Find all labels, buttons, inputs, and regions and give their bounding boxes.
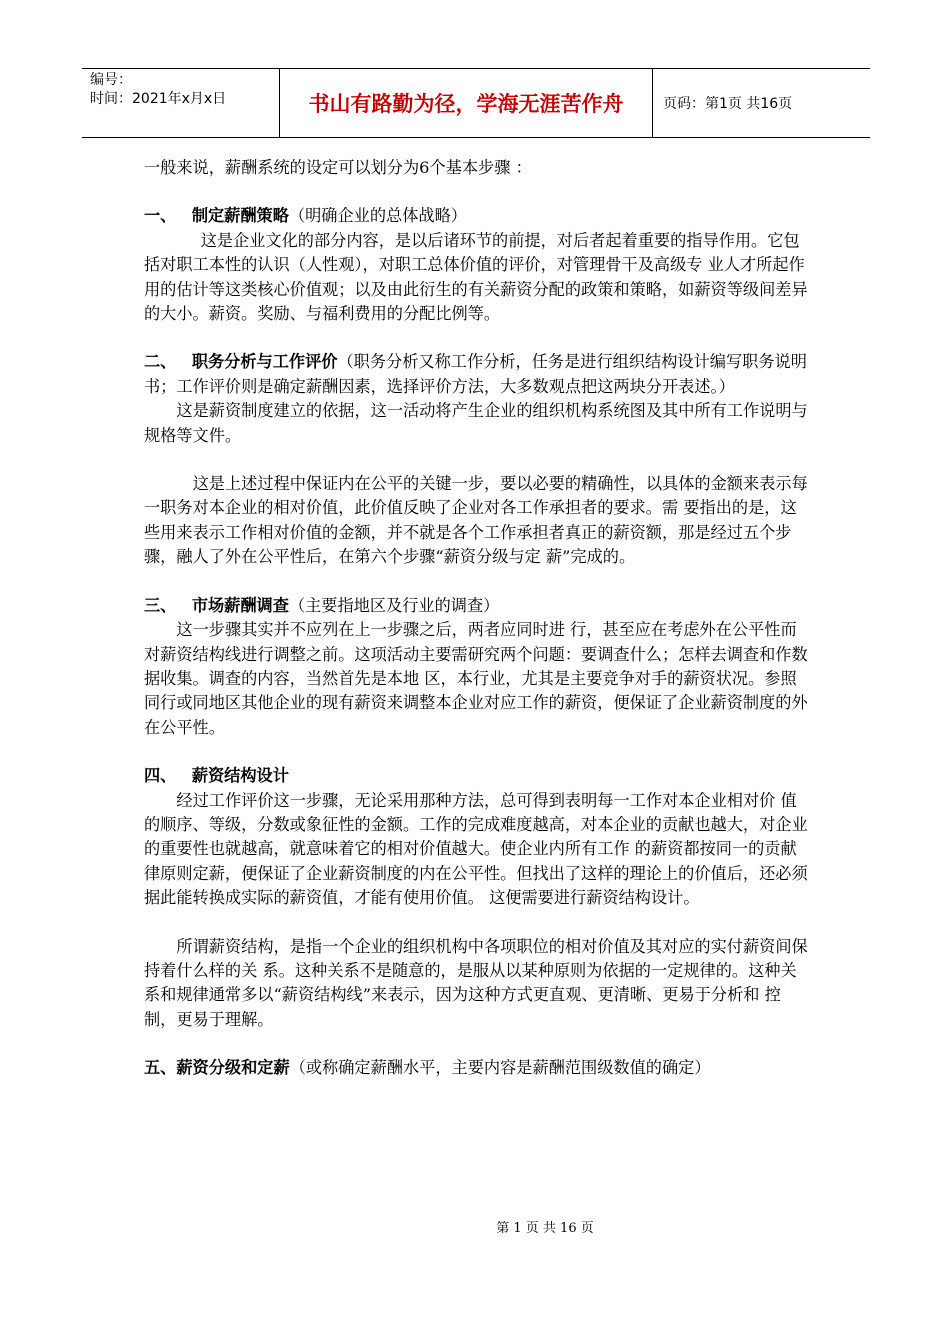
section-1-number: 一、	[144, 206, 177, 226]
section-3-note: （主要指地区及行业的调查）	[288, 595, 500, 615]
section-1-note: （明确企业的总体战略）	[288, 206, 467, 226]
section-2-number: 二、	[144, 352, 177, 372]
section-2-paragraph-2: 这是上述过程中保证内在公平的关键一步，要以必要的精确性，以具体的金额来表示每一职务对本企业的相对价值，此价值反映了企业对各工作承担者的要求。需 要指出的是，这些用来表示工作相对价值的金额，并不就是各个工作承担者真正的薪资额，那是经过五个步骤，融人了外在公平性后，在第六个步骤“薪资分级与定 薪”完成的。	[144, 474, 808, 567]
header-motto: 书山有路勤为径，学海无涯苦作舟	[280, 69, 653, 137]
section-4-paragraph-2: 所谓薪资结构，是指一个企业的组织机构中各项职位的相对价值及其对应的实付薪资间保持着什么样的关 系。这种关系不是随意的，是服从以某种原则为依据的一定规律的。这种关系和规律通常多以“薪资结构线”来表示，因为这种方式更直观、更清晰、更易于分析和 控制，更易于理解。	[144, 936, 808, 1029]
section-2-paragraph-1: 这是薪资制度建立的依据，这一活动将产生企业的组织机构系统图及其中所有工作说明与规格等文件。	[144, 401, 808, 445]
section-3-number: 三、	[144, 595, 177, 615]
section-3-title: 市场薪酬调查	[191, 595, 289, 615]
section-2-title: 职务分析与工作评价	[191, 352, 338, 372]
header-meta	[82, 69, 280, 137]
section-2-note: （职务分析又称工作分析，任务是进行组织结构设计编写职务说明书；工作评价则是确定薪酬因素，选择评价方法，大多数观点把这两块分开表述。）	[144, 352, 807, 396]
document-number: 编号：	[90, 72, 132, 88]
section-3-heading	[144, 594, 810, 618]
document-body	[144, 156, 810, 1081]
footer-page-number: 第 1 页 共 16 页	[496, 1221, 594, 1236]
section-4-paragraph-1: 经过工作评价这一步骤，无论采用那种方法，总可得到表明每一工作对本企业相对价 值的顺序、等级，分数或象征性的金额。工作的完成难度越高，对本企业的贡献也越大，对企业的重要性也就越高，就意味着它的相对价值越大。使企业内所有工作 的薪资都按同一的贡献律原则定薪，便保证了企业薪资制度的内在公平性。但找出了这样的理论上的价值后，还必须据此能转换成实际的薪资值，才能有使用价值。 这便需要进行薪资结构设计。	[144, 790, 808, 908]
intro-paragraph: 一般来说，薪酬系统的设定可以划分为6个基本步骤 ：	[144, 158, 532, 177]
document-time: 时间：2021年x月x日	[90, 91, 227, 107]
section-1-heading	[144, 204, 810, 228]
header-page-info: 页码：第1页 共16页	[663, 96, 793, 112]
page-header	[82, 68, 870, 138]
section-1-title: 制定薪酬策略	[191, 206, 289, 226]
section-4-title: 薪资结构设计	[191, 766, 289, 786]
section-4-number: 四、	[144, 766, 177, 786]
section-5-note: （或称确定薪酬水平，主要内容是薪酬范围级数值的确定）	[289, 1058, 711, 1078]
section-3-paragraph: 这一步骤其实并不应列在上一步骤之后，两者应同时进 行，甚至应在考虑外在公平性而对薪资结构线进行调整之前。这项活动主要需研究两个问题：要调查什么；怎样去调查和作数据收集。调查的内容，当然首先是本地 区，本行业，尤其是主要竞争对手的薪资状况。参照同行或同地区其他企业的现有薪资来调整本企业对应工作的薪资，便保证了企业薪资制度的外在公平性。	[144, 620, 808, 737]
page-footer	[0, 1217, 950, 1236]
section-5-heading	[144, 1056, 810, 1080]
section-1-paragraph: 这是企业文化的部分内容，是以后诸环节的前提，对后者起着重要的指导作用。它包括对职工本性的认识（人性观），对职工总体价值的评价，对管理骨干及高级专 业人才所起作用的估计等这类核心价值观；以及由此衍生的有关薪资分配的政策和策略，如薪资等级间差异的大小。薪资。奖励、与福利费用的分配比例等。	[144, 230, 808, 324]
section-5-title: 五、薪资分级和定薪	[144, 1058, 290, 1078]
section-2-heading	[144, 350, 810, 399]
section-4-heading	[144, 764, 810, 788]
